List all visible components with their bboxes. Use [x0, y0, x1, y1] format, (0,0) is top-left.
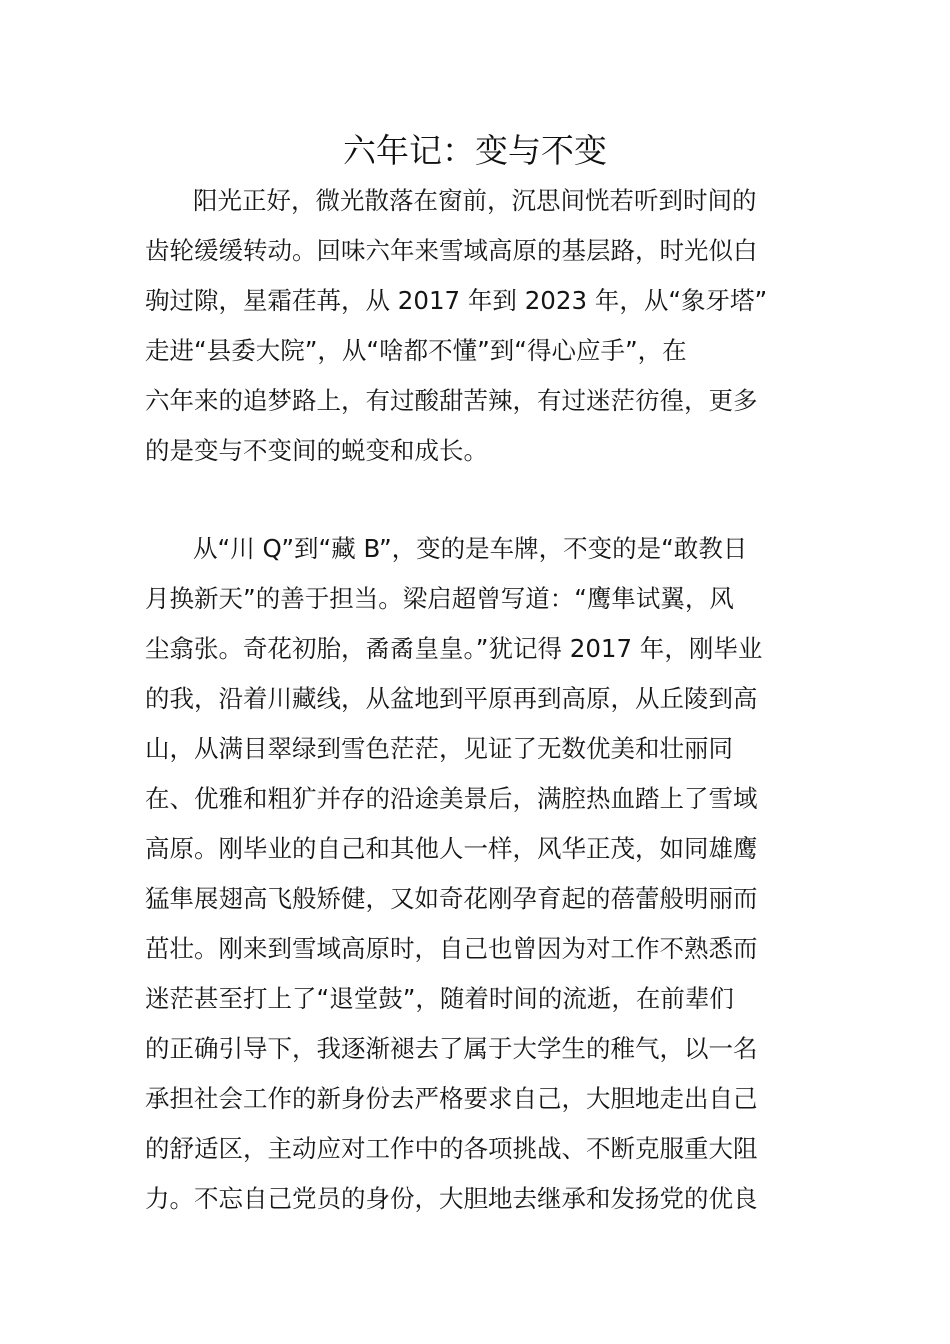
paragraph-line: 茁壮。刚来到雪域高原时，自己也曾因为对工作不熟悉而	[145, 934, 758, 963]
paragraph-line: 高原。刚毕业的自己和其他人一样，风华正茂，如同雄鹰	[145, 834, 758, 863]
paragraph-line: 猛隼展翅高飞般矫健，又如奇花刚孕育起的蓓蕾般明丽而	[145, 884, 758, 913]
paragraph-line: 六年来的追梦路上，有过酸甜苦辣，有过迷茫彷徨，更多	[145, 386, 758, 415]
paragraph-line: 的舒适区，主动应对工作中的各项挑战、不断克服重大阻	[145, 1134, 758, 1163]
paragraph-2	[145, 524, 807, 1224]
document-title: 六年记：变与不变	[343, 131, 607, 170]
paragraph-line: 承担社会工作的新身份去严格要求自己，大胆地走出自己	[145, 1084, 758, 1113]
paragraph-line: 月换新天”的善于担当。梁启超曾写道：“鹰隼试翼，风	[145, 584, 734, 613]
paragraph-line: 迷茫甚至打上了“退堂鼓”，随着时间的流逝，在前辈们	[145, 984, 734, 1013]
paragraph-line: 齿轮缓缓转动。回味六年来雪域高原的基层路，时光似白	[145, 236, 758, 265]
paragraph-line: 驹过隙，星霜荏苒，从 2017 年到 2023 年，从“象牙塔”	[145, 286, 768, 315]
paragraph-line: 山，从满目翠绿到雪色茫茫，见证了无数优美和壮丽同	[145, 734, 733, 763]
paragraph-1	[145, 176, 807, 476]
paragraph-line: 的正确引导下，我逐渐褪去了属于大学生的稚气，以一名	[145, 1034, 758, 1063]
paragraph-line: 从“川 Q”到“藏 B”，变的是车牌，不变的是“敢教日	[193, 534, 748, 563]
paragraph-line: 力。不忘自己党员的身份，大胆地去继承和发扬党的优良	[145, 1184, 758, 1213]
paragraph-line: 走进“县委大院”，从“啥都不懂”到“得心应手”，在	[145, 336, 687, 365]
paragraph-line: 尘翕张。奇花初胎，矞矞皇皇。”犹记得 2017 年，刚毕业	[145, 634, 763, 663]
paragraph-line: 在、优雅和粗犷并存的沿途美景后，满腔热血踏上了雪域	[145, 784, 758, 813]
paragraph-line: 阳光正好，微光散落在窗前，沉思间恍若听到时间的	[193, 186, 757, 215]
paragraph-line: 的是变与不变间的蜕变和成长。	[145, 436, 488, 465]
paragraph-line: 的我，沿着川藏线，从盆地到平原再到高原，从丘陵到高	[145, 684, 758, 713]
